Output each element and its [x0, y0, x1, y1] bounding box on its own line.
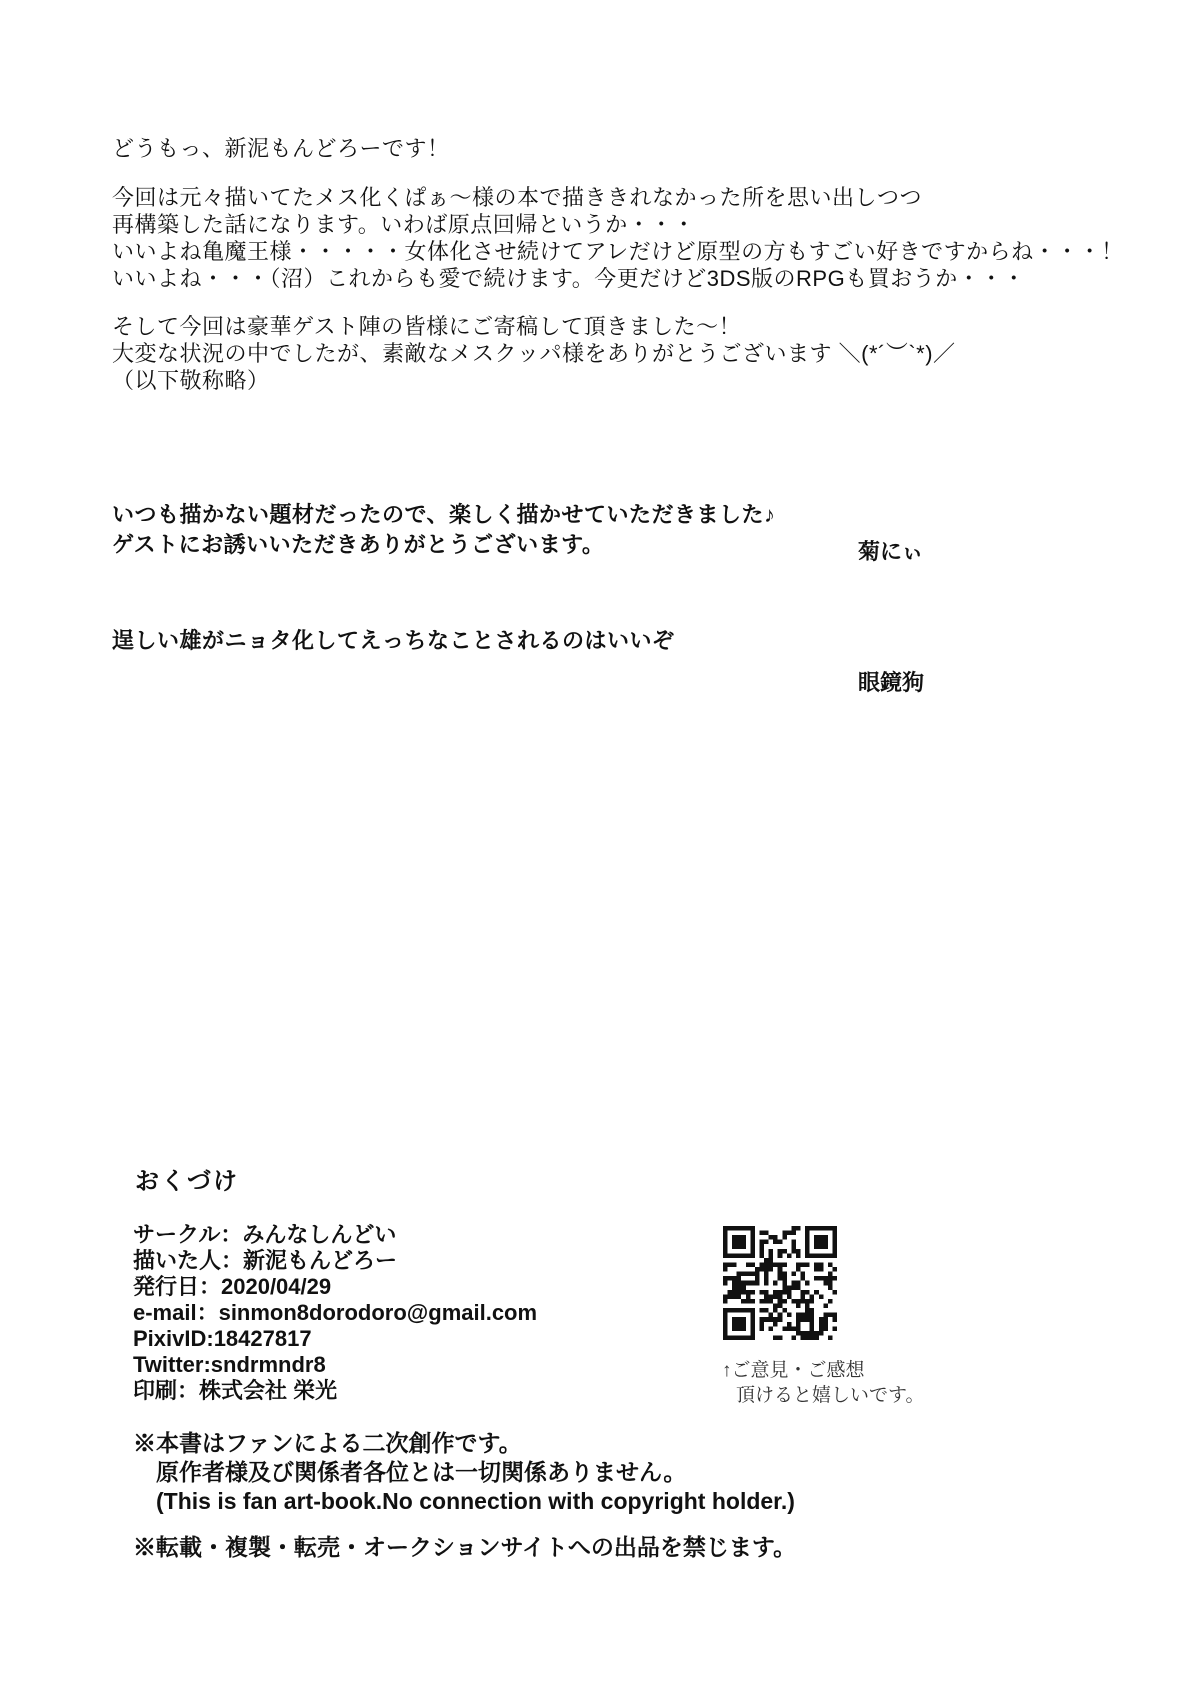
colophon-artist-line: 描いた人：新泥もんどろー — [133, 1248, 398, 1273]
disclaimer-fanwork — [133, 1429, 795, 1516]
greeting-line: どうもっ、新泥もんどろーです！ — [112, 136, 450, 161]
guest-comment-line: 逞しい雄がニョタ化してえっちなことされるのはいいぞ — [112, 628, 675, 653]
colophon-heading: おくづけ — [135, 1168, 239, 1195]
intro-line: いいよね・・・（沼）これからも愛で続けます。今更だけど3DS版のRPGも買おうか・・・ — [112, 266, 1026, 291]
guest-comment-line: いつも描かない題材だったので、楽しく描かせていただきました♪ — [112, 502, 776, 527]
intro-line: 大変な状況の中でしたが、素敵なメスクッパ様をありがとうございます ＼(*´︶`*)／ — [112, 341, 956, 366]
guest-comment-line: ゲストにお誘いいただきありがとうございます。 — [112, 532, 605, 557]
guest-comment-1 — [112, 500, 776, 560]
qr-caption — [722, 1358, 924, 1408]
colophon-pixiv-line: PixivID:18427817 — [133, 1326, 312, 1351]
guest-name-meganeku: 眼鏡狗 — [858, 670, 925, 695]
intro-line: 再構築した話になります。いわば原点回帰というか・・・ — [112, 212, 696, 237]
qr-caption-line: ↑ご意見・ご感想 — [722, 1360, 865, 1381]
disclaimer-line: (This is fan art-book.No connection with copyright holder.) — [156, 1488, 795, 1514]
colophon-date-line: 発行日：2020/04/29 — [133, 1274, 332, 1299]
intro-paragraph-2 — [112, 313, 956, 394]
guest-name-kikunii: 菊にぃ — [858, 539, 924, 564]
intro-line: そして今回は豪華ゲスト陣の皆様にご寄稿して頂きました～！ — [112, 314, 742, 339]
intro-line: （以下敬称略） — [112, 368, 270, 393]
intro-paragraph-1 — [112, 184, 1124, 292]
colophon-block — [133, 1222, 537, 1404]
guest-comment-2 — [112, 626, 675, 656]
disclaimer-line: ※本書はファンによる二次創作です。 — [133, 1430, 522, 1456]
colophon-printer-line: 印刷：株式会社 栄光 — [133, 1378, 338, 1403]
qr-caption-line: 頂けると嬉しいです。 — [736, 1385, 925, 1406]
colophon-circle-line: サークル：みんなしんどい — [133, 1222, 397, 1247]
intro-line: 今回は元々描いてたメス化くぱぁ～様の本で描ききれなかった所を思い出しつつ — [112, 185, 923, 210]
disclaimer-line: 原作者様及び関係者各位とは一切関係ありません。 — [156, 1459, 687, 1485]
intro-line: いいよね亀魔王様・・・・・女体化させ続けてアレだけど原型の方もすごい好きですからね・・・！ — [112, 239, 1124, 264]
colophon-twitter-line: Twitter:sndrmndr8 — [133, 1352, 326, 1377]
qr-code-icon — [723, 1226, 837, 1340]
colophon-email-line: e-mail：sinmon8dorodoro@gmail.com — [133, 1300, 538, 1325]
disclaimer-no-resale: ※転載・複製・転売・オークションサイトへの出品を禁じます。 — [133, 1534, 797, 1560]
